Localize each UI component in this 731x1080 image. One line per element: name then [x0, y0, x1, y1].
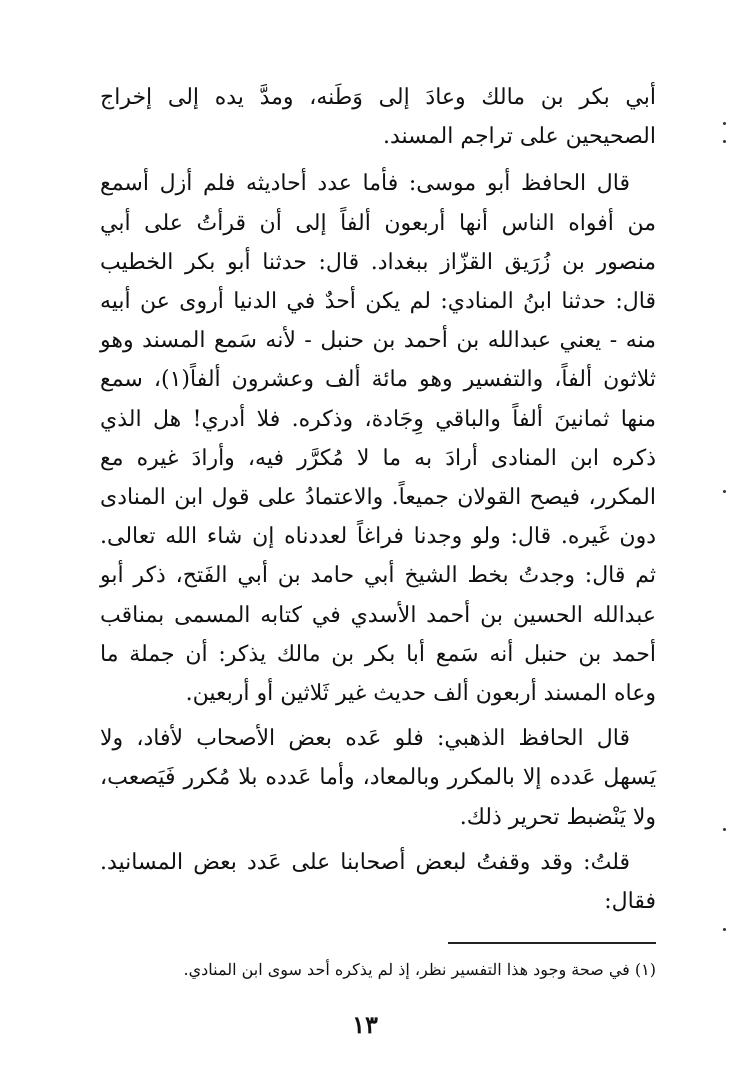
margin-mark [723, 828, 726, 831]
paragraph-4: قلتُ: وقد وقفتُ لبعض أصحابنا على عَدد بعض المسانيد. فقال: [100, 849, 656, 915]
footnote-separator [448, 942, 656, 944]
footnote: (١) في صحة وجود هذا التفسير نظر، إذ لم يذكره أحد سوى ابن المنادي. [183, 960, 656, 979]
paragraph-3: قال الحافظ الذهبي: فلو عَده بعض الأصحاب لأفاد، ولا يَسهل عَدده إلا بالمكرر وبالمعاد، وأما عَدده بلا مُكرر فَيَصعب، ولا يَنْضبط تحرير ذلك. [100, 726, 656, 830]
page-number: ١٣ [352, 1010, 378, 1039]
margin-mark [723, 928, 726, 931]
margin-mark [723, 140, 726, 143]
paragraph-1: أبي بكر بن مالك وعادَ إلى وَطَنه، ومدَّ يده إلى إخراج الصحيحين على تراجم المسند. [100, 85, 656, 150]
margin-mark [723, 122, 726, 125]
margin-mark [723, 490, 726, 493]
paragraph-2: قال الحافظ أبو موسى: فأما عدد أحاديثه فلم أزل أسمع من أفواه الناس أنها أربعون ألفاً إلى أن قرأتُ على أبي منصور بن زُرَيق القزّاز ببغداد. قال: حدثنا أبو بكر الخطيب قال: حدثنا ابنُ المنادي: لم يكن أحدٌ في الدنيا أروى عن أبيه منه - يعني عبدالله بن أحمد بن حنبل - لأنه سَمع المسند وهو ثلاثون ألفاً، والتفسير وهو مائة ألف وعشرون ألفاً(١)، سمع منها ثمانينَ ألفاً والباقي وِجَادة، وذكره. فلا أدري! هل الذي ذكره ابن المنادى أرادَ به ما لا مُكرَّر فيه، وأرادَ غيره مع المكرر، فيصح القولان جميعاً. والاعتمادُ على قول ابن المنادى دون غَيره. قال: ولو وجدنا فراغاً لعددناه إن شاء الله تعالى. ثم قال: وجدتُ بخط الشيخ أبي حامد بن أبي الفَتح، ذكر أبو عبدالله الحسين بن أحمد الأسدي في كتابه المسمى بمناقب أحمد بن حنبل أنه سَمع أبا بكر بن مالك يذكر: أن جملة ما وعاه المسند أربعون ألف حديث غير ثَلاثين أو أربعين. [100, 171, 656, 707]
body-text [100, 78, 656, 921]
